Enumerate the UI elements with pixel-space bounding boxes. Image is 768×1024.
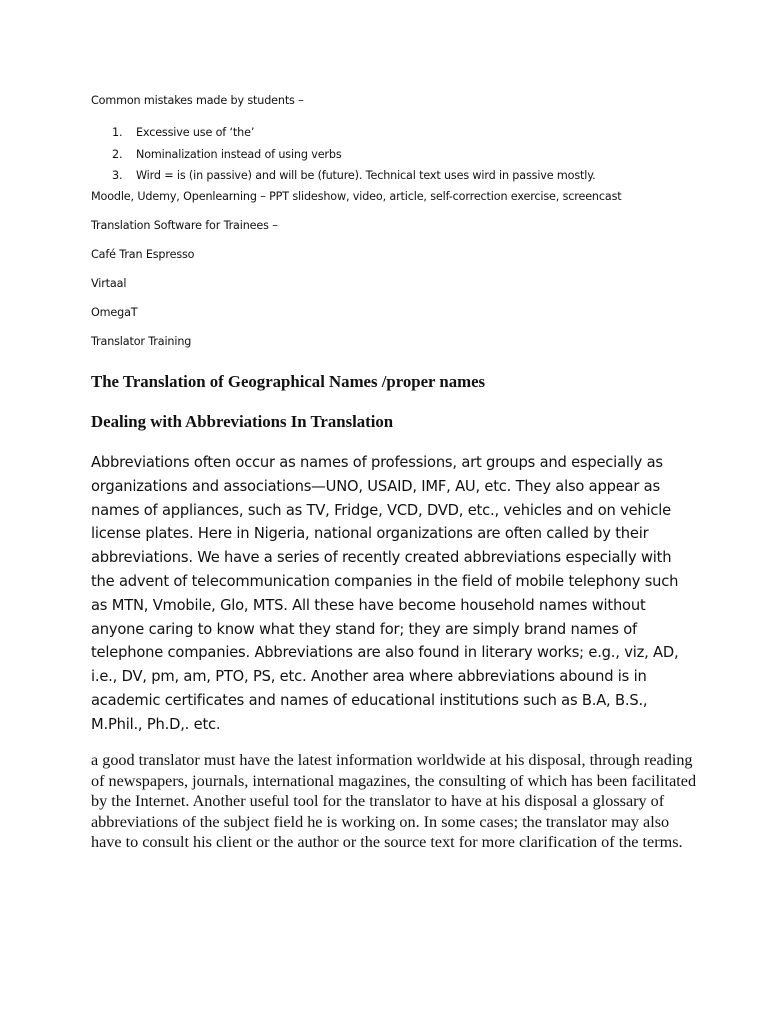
list-item-number: 3.: [112, 169, 123, 182]
list-item: [112, 122, 595, 144]
translator-paragraph: a good translator must have the latest information worldwide at his disposal, through reading of newspapers, journals, international magazines, the consulting of which has been facilitated by the Internet. Another useful tool for the translator to have at his disposal a glossary of abbreviations of the subject field he is working on. In some cases; the translator may also have to consult his client or the author or the source text for more clarification of the terms.: [91, 751, 697, 852]
software-heading: Translation Software for Trainees –: [91, 219, 278, 232]
geo-names-heading: The Translation of Geographical Names /proper names: [91, 372, 486, 391]
software-item: OmegaT: [91, 306, 138, 319]
list-item-text: Excessive use of ‘the’: [136, 126, 255, 139]
software-item: Café Tran Espresso: [91, 248, 195, 261]
list-item-text: Wird = is (in passive) and will be (future). Technical text uses wird in passive mostly.: [136, 169, 596, 182]
list-item: [112, 144, 595, 166]
list-item-number: 1.: [112, 126, 123, 139]
list-item: [112, 165, 595, 187]
abbreviations-heading: Dealing with Abbreviations In Translation: [91, 412, 394, 431]
software-item: Virtaal: [91, 277, 127, 290]
software-item: Translator Training: [91, 335, 192, 348]
abbreviations-paragraph: Abbreviations often occur as names of professions, art groups and especially as organizations and associations—UNO, USAID, IMF, AU, etc. They also appear as names of appliances, such as TV, Fridge, VCD, DVD, etc., vehicles and on vehicle license plates. Here in Nigeria, national organizations are often called by their abbreviations. We have a series of recently created abbreviations especially with the advent of telecommunication companies in the field of mobile telephony such as MTN, Vmobile, Glo, MTS. All these have become household names without anyone caring to know what they stand for; they are simply brand names of telephone companies. Abbreviations are also found in literary works; e.g., viz, AD, i.e., DV, pm, am, PTO, PS, etc. Another area where abbreviations abound is in academic certificates and names of educational institutions such as B.A, B.S., M.Phil., Ph.D,. etc.: [91, 454, 679, 733]
mistakes-list: [112, 122, 595, 187]
list-item-text: Nominalization instead of using verbs: [136, 147, 342, 161]
common-mistakes-heading: Common mistakes made by students –: [91, 94, 304, 107]
platforms-line: Moodle, Udemy, Openlearning – PPT slideshow, video, article, self-correction exercise, screencast: [91, 190, 622, 203]
list-item-number: 2.: [112, 147, 123, 161]
